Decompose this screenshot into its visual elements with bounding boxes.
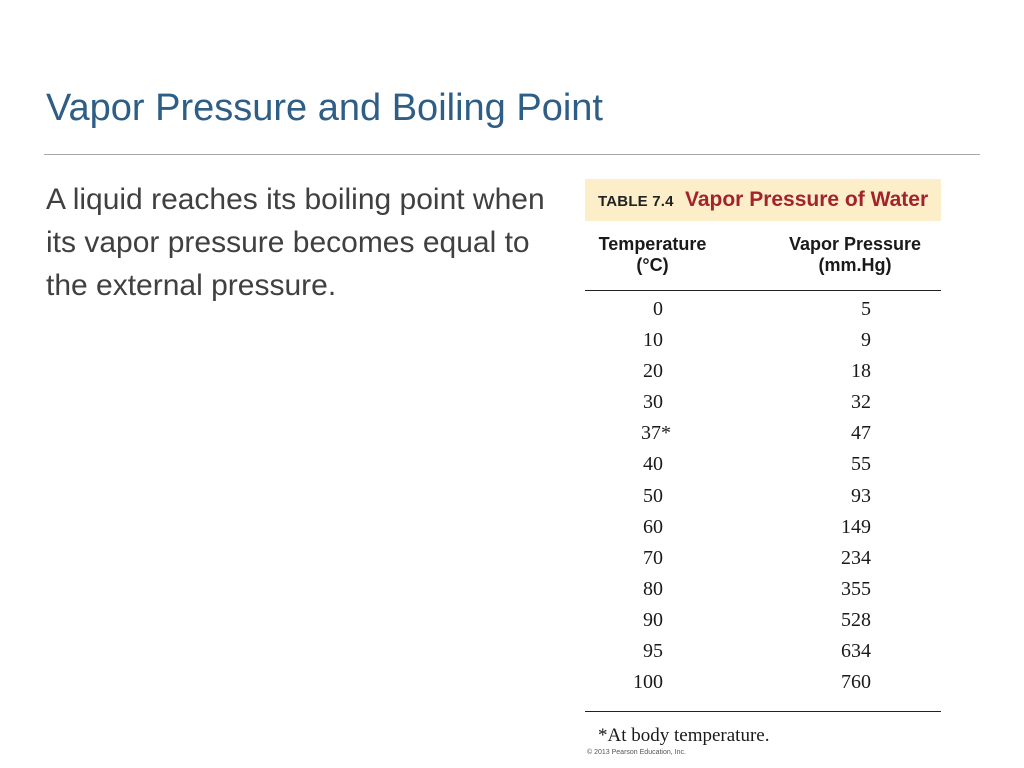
column-header-vapor-pressure-label: Vapor Pressure (788, 234, 922, 254)
table-row (585, 669, 941, 700)
column-header-temperature (585, 234, 720, 276)
cell-temperature: 100 (633, 671, 663, 694)
table-row (585, 514, 941, 545)
table-row (585, 420, 941, 451)
cell-temperature: 20 (643, 360, 663, 383)
table-footnote: *At body temperature. (598, 725, 770, 746)
table-row (585, 327, 941, 358)
cell-temperature: 30 (643, 391, 663, 414)
table-row (585, 576, 941, 607)
table-row (585, 545, 941, 576)
column-header-vapor-pressure-unit: (mm.Hg) (818, 255, 892, 275)
cell-temperature: 50 (643, 484, 663, 507)
cell-temperature: 95 (643, 640, 663, 663)
cell-temperature: 90 (643, 608, 663, 631)
table-title: Vapor Pressure of Water (685, 188, 929, 211)
title-divider (44, 154, 980, 155)
cell-vapor-pressure: 234 (841, 546, 871, 569)
cell-vapor-pressure: 149 (841, 515, 871, 538)
cell-vapor-pressure: 634 (841, 640, 871, 663)
cell-vapor-pressure: 32 (851, 391, 871, 414)
cell-temperature: 70 (643, 546, 663, 569)
cell-temperature: 10 (643, 329, 663, 352)
cell-vapor-pressure: 528 (841, 608, 871, 631)
table-row (585, 389, 941, 420)
cell-vapor-pressure: 47 (851, 422, 871, 445)
column-header-temperature-label: Temperature (598, 234, 707, 254)
cell-temperature: 37* (641, 422, 671, 445)
body-text: A liquid reaches its boiling point when its vapor pressure becomes equal to the external pressure. (46, 183, 545, 302)
table-header-rule (585, 290, 941, 291)
cell-vapor-pressure: 355 (841, 577, 871, 600)
slide-title: Vapor Pressure and Boiling Point (46, 87, 603, 129)
cell-vapor-pressure: 18 (851, 360, 871, 383)
cell-temperature: 60 (643, 515, 663, 538)
cell-vapor-pressure: 760 (841, 671, 871, 694)
cell-vapor-pressure: 9 (861, 329, 871, 352)
column-header-temperature-unit: (°C) (636, 255, 669, 275)
cell-temperature: 0 (653, 298, 663, 320)
cell-vapor-pressure: 55 (851, 453, 871, 476)
table-row (585, 638, 941, 669)
table-number: TABLE 7.4 (598, 193, 674, 210)
table-row (585, 451, 941, 482)
copyright-notice: © 2013 Pearson Education, Inc. (587, 749, 686, 756)
column-header-vapor-pressure (780, 234, 930, 276)
cell-temperature: 80 (643, 577, 663, 600)
cell-temperature: 40 (643, 453, 663, 476)
table-row (585, 358, 941, 389)
table-row (585, 483, 941, 514)
cell-vapor-pressure: 93 (851, 484, 871, 507)
table-body (585, 296, 941, 700)
table-row (585, 607, 941, 638)
table-footer-rule (585, 711, 941, 712)
table-row (585, 296, 941, 327)
cell-vapor-pressure: 5 (861, 298, 871, 320)
vapor-pressure-table (585, 179, 941, 765)
table-title-band (585, 179, 941, 221)
